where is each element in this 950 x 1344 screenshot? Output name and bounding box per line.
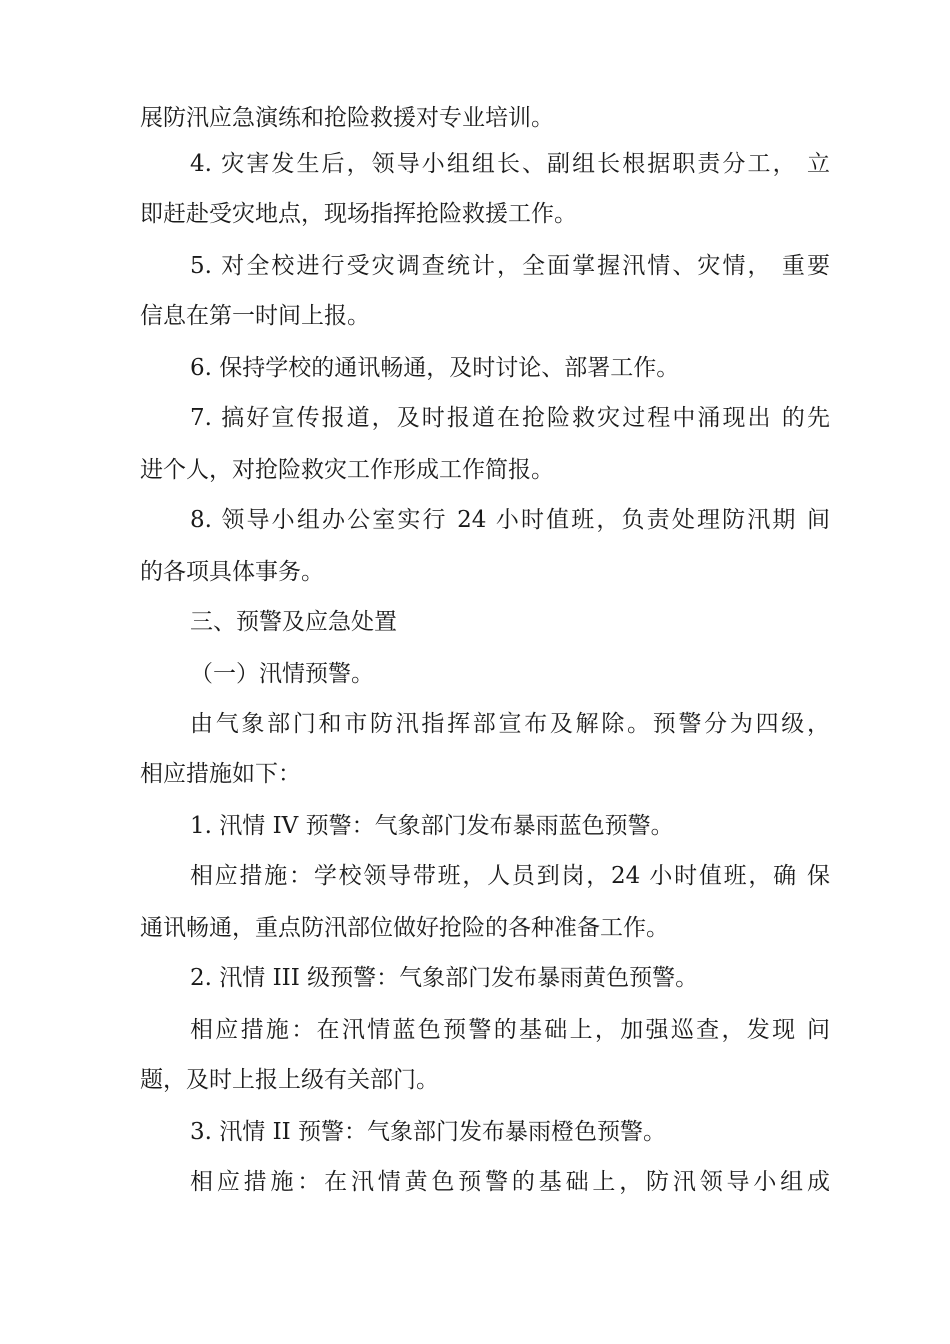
text-line: 相应措施：在汛情蓝色预警的基础上，加强巡查，发现 问 <box>190 1017 830 1043</box>
text-line: 8. 领导小组办公室实行 24 小时值班，负责处理防汛期 间 <box>190 507 830 533</box>
text-line: 相应措施：学校领导带班，人员到岗，24 小时值班，确 保 <box>190 863 830 889</box>
text-line: 展防汛应急演练和抢险救援对专业培训。 <box>140 105 554 131</box>
text-line: 4. 灾害发生后，领导小组组长、副组长根据职责分工， 立 <box>190 151 830 177</box>
text-line: 1. 汛情 IV 预警：气象部门发布暴雨蓝色预警。 <box>190 813 674 839</box>
text-line: 3. 汛情 II 预警：气象部门发布暴雨橙色预警。 <box>190 1119 667 1145</box>
text-line: 即赶赴受灾地点，现场指挥抢险救援工作。 <box>140 201 577 227</box>
text-line: 题，及时上报上级有关部门。 <box>140 1067 439 1093</box>
text-line: 进个人，对抢险救灾工作形成工作简报。 <box>140 457 554 483</box>
section-heading: 三、预警及应急处置 <box>190 609 397 635</box>
subsection-heading: （一）汛情预警。 <box>190 661 374 687</box>
text-line: 5. 对全校进行受灾调查统计，全面掌握汛情、灾情， 重要 <box>190 253 830 279</box>
text-line: 相应措施：在汛情黄色预警的基础上，防汛领导小组成 <box>190 1169 830 1195</box>
text-line: 由气象部门和市防汛指挥部宣布及解除。预警分为四级， <box>190 711 830 737</box>
text-line: 信息在第一时间上报。 <box>140 303 370 329</box>
text-line: 6. 保持学校的通讯畅通，及时讨论、部署工作。 <box>190 355 680 381</box>
text-line: 7. 搞好宣传报道，及时报道在抢险救灾过程中涌现出 的先 <box>190 405 830 431</box>
text-line: 的各项具体事务。 <box>140 559 324 585</box>
text-line: 通讯畅通，重点防汛部位做好抢险的各种准备工作。 <box>140 915 669 941</box>
text-line: 相应措施如下： <box>140 761 301 787</box>
text-line: 2. 汛情 III 级预警：气象部门发布暴雨黄色预警。 <box>190 965 699 991</box>
